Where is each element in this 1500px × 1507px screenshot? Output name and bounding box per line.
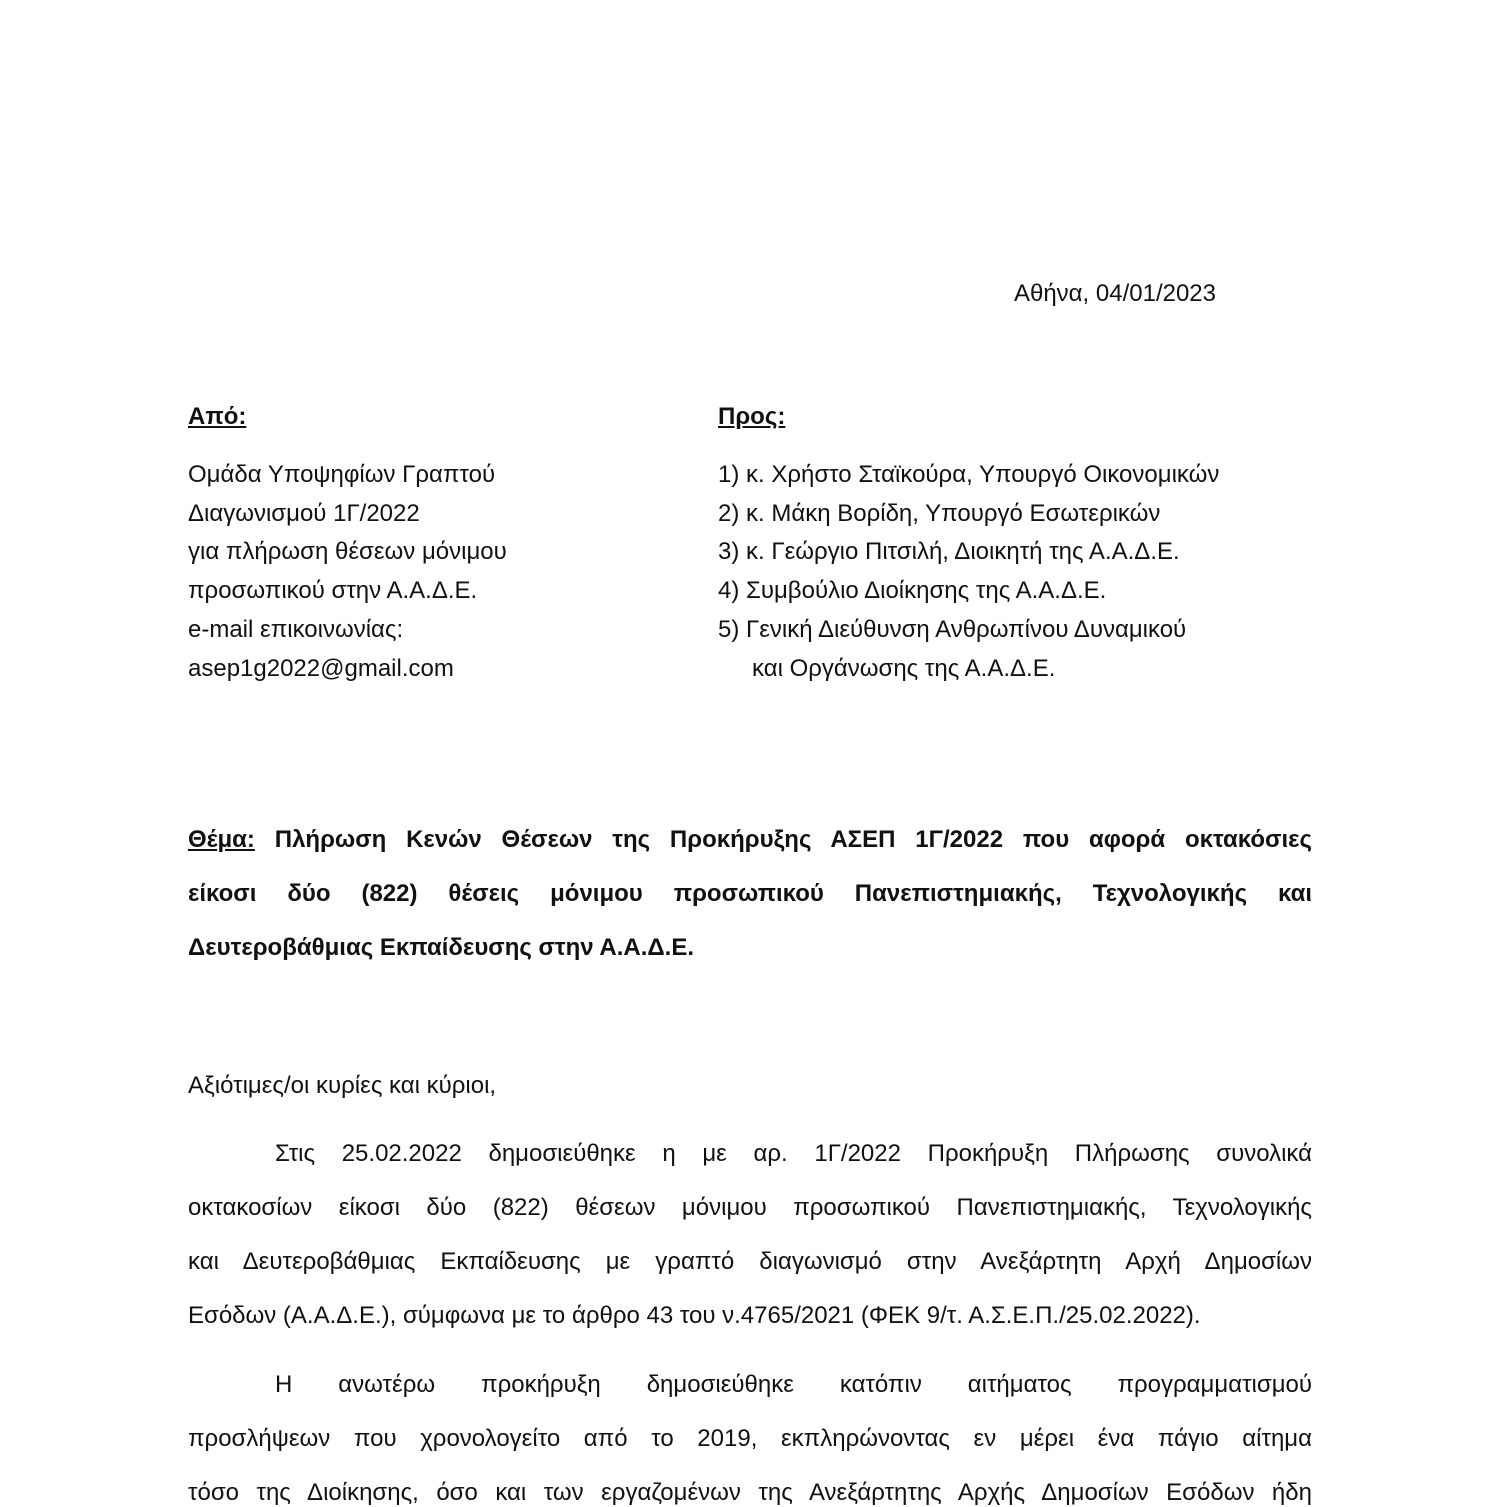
recipient-line: 5) Γενική Διεύθυνση Ανθρωπίνου Δυναμικού bbox=[718, 616, 1187, 643]
recipient-line: 2) κ. Μάκη Βορίδη, Υπουργό Εσωτερικών bbox=[718, 500, 1161, 527]
paragraph-line: Η ανωτέρω προκήρυξη δημοσιεύθηκε κατόπιν αιτήματος προγραμματισμού bbox=[275, 1371, 1312, 1398]
paragraph-line: τόσο της Διοίκησης, όσο και των εργαζομένων της Ανεξάρτητης Αρχής Δημοσίων Εσόδων ήδη bbox=[188, 1479, 1312, 1506]
recipient-line: και Οργάνωσης της Α.Α.Δ.Ε. bbox=[752, 655, 1056, 682]
from-line: e-mail επικοινωνίας: bbox=[188, 616, 404, 643]
subject-text: Πλήρωση Κενών Θέσεων της Προκήρυξης ΑΣΕΠ 1Γ/2022 που αφορά οκτακόσιες bbox=[274, 826, 1312, 853]
recipient-line: 1) κ. Χρήστο Σταϊκούρα, Υπουργό Οικονομικών bbox=[718, 461, 1220, 488]
recipient-line: 3) κ. Γεώργιο Πιτσιλή, Διοικητή της Α.Α.Δ.Ε. bbox=[718, 538, 1180, 565]
recipient-line: 4) Συμβούλιο Διοίκησης της Α.Α.Δ.Ε. bbox=[718, 577, 1107, 604]
paragraph-line: προσλήψεων που χρονολογείτο από το 2019, εκπληρώνοντας εν μέρει ένα πάγιο αίτημα bbox=[188, 1425, 1312, 1452]
to-heading: Προς: bbox=[718, 403, 786, 430]
subject-line: είκοσι δύο (822) θέσεις μόνιμου προσωπικού Πανεπιστημιακής, Τεχνολογικής και bbox=[188, 880, 1312, 907]
subject-label: Θέμα: bbox=[188, 826, 255, 853]
subject-line: Δευτεροβάθμιας Εκπαίδευσης στην Α.Α.Δ.Ε. bbox=[188, 934, 695, 961]
from-heading: Από: bbox=[188, 403, 247, 430]
subject-line bbox=[188, 826, 1312, 854]
contact-email[interactable]: asep1g2022@gmail.com bbox=[188, 655, 454, 682]
greeting: Αξιότιμες/οι κυρίες και κύριοι, bbox=[188, 1072, 497, 1099]
paragraph-line: και Δευτεροβάθμιας Εκπαίδευσης με γραπτό διαγωνισμό στην Ανεξάρτητη Αρχή Δημοσίων bbox=[188, 1248, 1312, 1275]
paragraph-line: οκτακοσίων είκοσι δύο (822) θέσεων μόνιμου προσωπικού Πανεπιστημιακής, Τεχνολογικής bbox=[188, 1194, 1312, 1221]
letter-date: Αθήνα, 04/01/2023 bbox=[1013, 280, 1216, 307]
from-line: Ομάδα Υποψηφίων Γραπτού bbox=[188, 461, 496, 488]
paragraph-line: Εσόδων (Α.Α.Δ.Ε.), σύμφωνα με το άρθρο 43 του ν.4765/2021 (ΦΕΚ 9/τ. Α.Σ.Ε.Π./25.02.2022). bbox=[188, 1302, 1201, 1329]
from-line: προσωπικού στην Α.Α.Δ.Ε. bbox=[188, 577, 478, 604]
paragraph-line: Στις 25.02.2022 δημοσιεύθηκε η με αρ. 1Γ/2022 Προκήρυξη Πλήρωσης συνολικά bbox=[275, 1140, 1312, 1167]
from-line: για πλήρωση θέσεων μόνιμου bbox=[188, 538, 507, 565]
from-line: Διαγωνισμού 1Γ/2022 bbox=[188, 500, 420, 527]
